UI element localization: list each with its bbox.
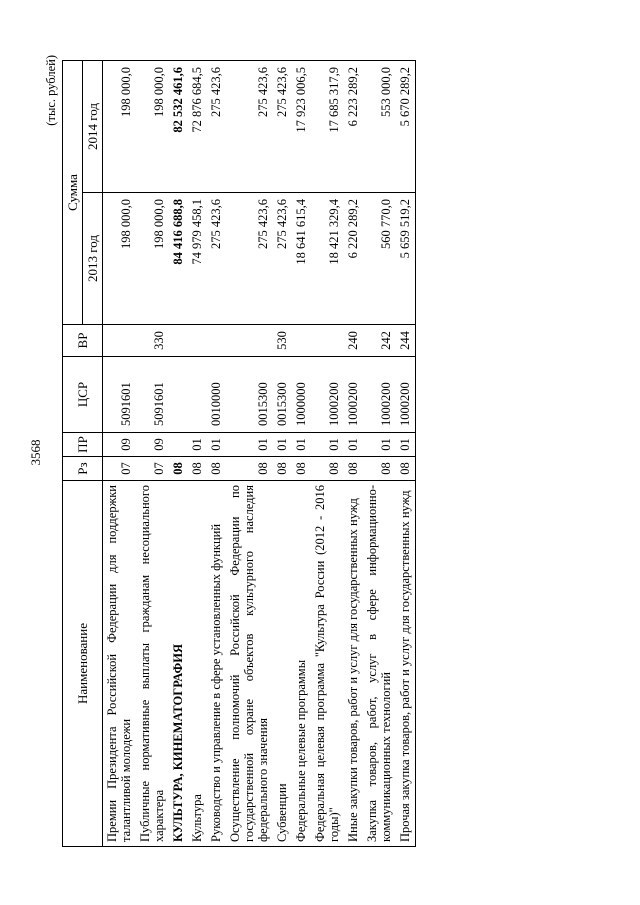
table-row bbox=[188, 61, 207, 847]
row-amount-2014: 6 223 289,2 bbox=[344, 61, 363, 193]
row-rz: 07 bbox=[136, 457, 169, 481]
row-amount-2014: 275 423,6 bbox=[226, 61, 273, 193]
budget-table bbox=[62, 60, 416, 847]
row-pr: 01 bbox=[363, 433, 396, 457]
row-name: Культура bbox=[188, 481, 207, 847]
table-row bbox=[363, 61, 396, 847]
row-amount-2013: 198 000,0 bbox=[136, 193, 169, 325]
row-name: Осуществление полномочий Российской Федерации по государственной охране объектов культурного наследия федерального значения bbox=[226, 481, 273, 847]
row-amount-2014: 5 670 289,2 bbox=[396, 61, 416, 193]
row-amount-2014: 82 532 461,6 bbox=[169, 61, 188, 193]
table-row bbox=[103, 61, 137, 847]
row-csr: 0015300 bbox=[226, 357, 273, 433]
row-amount-2013: 275 423,6 bbox=[226, 193, 273, 325]
header-rz: Рз bbox=[63, 457, 103, 481]
table-row bbox=[344, 61, 363, 847]
row-vr bbox=[311, 325, 344, 357]
row-amount-2013: 6 220 289,2 bbox=[344, 193, 363, 325]
row-rz: 08 bbox=[363, 457, 396, 481]
row-amount-2013: 5 659 519,2 bbox=[396, 193, 416, 325]
row-amount-2013: 74 979 458,1 bbox=[188, 193, 207, 325]
units-label: (тыс. рублей) bbox=[44, 55, 58, 126]
table-row bbox=[226, 61, 273, 847]
row-pr: 01 bbox=[207, 433, 226, 457]
row-pr: 01 bbox=[226, 433, 273, 457]
row-amount-2013: 275 423,6 bbox=[273, 193, 292, 325]
row-csr: 5091601 bbox=[103, 357, 137, 433]
row-pr: 09 bbox=[136, 433, 169, 457]
row-vr bbox=[207, 325, 226, 357]
row-name: Премии Президента Российской Федерации для поддержки талантливой молодежи bbox=[103, 481, 137, 847]
row-csr bbox=[188, 357, 207, 433]
row-csr: 0015300 bbox=[273, 357, 292, 433]
page-number: 3568 bbox=[28, 439, 43, 466]
row-rz: 08 bbox=[396, 457, 416, 481]
row-pr: 01 bbox=[273, 433, 292, 457]
row-pr: 01 bbox=[311, 433, 344, 457]
row-name: Публичные нормативные выплаты гражданам несоциального характера bbox=[136, 481, 169, 847]
row-rz: 08 bbox=[273, 457, 292, 481]
row-amount-2014: 275 423,6 bbox=[207, 61, 226, 193]
row-amount-2014: 198 000,0 bbox=[103, 61, 137, 193]
header-csr: ЦСР bbox=[63, 357, 103, 433]
row-vr bbox=[188, 325, 207, 357]
row-amount-2014: 72 876 684,5 bbox=[188, 61, 207, 193]
row-pr bbox=[169, 433, 188, 457]
row-csr: 1000200 bbox=[363, 357, 396, 433]
table-row bbox=[169, 61, 188, 847]
row-csr: 1000000 bbox=[292, 357, 311, 433]
row-csr: 1000200 bbox=[311, 357, 344, 433]
row-amount-2013: 560 770,0 bbox=[363, 193, 396, 325]
row-name: Руководство и управление в сфере установленных функций bbox=[207, 481, 226, 847]
row-pr: 01 bbox=[396, 433, 416, 457]
row-vr bbox=[103, 325, 137, 357]
row-vr: 330 bbox=[136, 325, 169, 357]
row-name: КУЛЬТУРА, КИНЕМАТОГРАФИЯ bbox=[169, 481, 188, 847]
row-vr: 530 bbox=[273, 325, 292, 357]
table-row bbox=[311, 61, 344, 847]
row-csr: 1000200 bbox=[344, 357, 363, 433]
row-rz: 08 bbox=[169, 457, 188, 481]
header-sum: Сумма bbox=[63, 61, 83, 325]
row-amount-2014: 198 000,0 bbox=[136, 61, 169, 193]
row-vr: 244 bbox=[396, 325, 416, 357]
row-rz: 08 bbox=[226, 457, 273, 481]
row-amount-2014: 553 000,0 bbox=[363, 61, 396, 193]
row-name: Субвенции bbox=[273, 481, 292, 847]
row-name: Иные закупки товаров, работ и услуг для государственных нужд bbox=[344, 481, 363, 847]
table-row bbox=[292, 61, 311, 847]
row-amount-2013: 18 421 329,4 bbox=[311, 193, 344, 325]
row-vr bbox=[226, 325, 273, 357]
row-csr: 1000200 bbox=[396, 357, 416, 433]
row-vr: 242 bbox=[363, 325, 396, 357]
row-amount-2013: 84 416 688,8 bbox=[169, 193, 188, 325]
row-amount-2013: 198 000,0 bbox=[103, 193, 137, 325]
header-name: Наименование bbox=[63, 481, 103, 847]
row-vr bbox=[169, 325, 188, 357]
row-amount-2013: 275 423,6 bbox=[207, 193, 226, 325]
row-pr: 09 bbox=[103, 433, 137, 457]
row-vr: 240 bbox=[344, 325, 363, 357]
header-year-2014: 2014 год bbox=[83, 61, 103, 193]
row-amount-2014: 17 685 317,9 bbox=[311, 61, 344, 193]
row-amount-2014: 17 923 006,5 bbox=[292, 61, 311, 193]
row-rz: 08 bbox=[292, 457, 311, 481]
table-row bbox=[136, 61, 169, 847]
table-row bbox=[207, 61, 226, 847]
row-amount-2013: 18 641 615,4 bbox=[292, 193, 311, 325]
row-rz: 07 bbox=[103, 457, 137, 481]
header-year-2013: 2013 год bbox=[83, 193, 103, 325]
row-csr bbox=[169, 357, 188, 433]
row-rz: 08 bbox=[188, 457, 207, 481]
row-rz: 08 bbox=[311, 457, 344, 481]
header-vr: ВР bbox=[63, 325, 103, 357]
row-rz: 08 bbox=[207, 457, 226, 481]
row-name: Федеральная целевая программа "Культура России (2012 - 2016 годы)" bbox=[311, 481, 344, 847]
row-amount-2014: 275 423,6 bbox=[273, 61, 292, 193]
row-csr: 0010000 bbox=[207, 357, 226, 433]
header-pr: ПР bbox=[63, 433, 103, 457]
row-csr: 5091601 bbox=[136, 357, 169, 433]
row-pr: 01 bbox=[292, 433, 311, 457]
row-name: Федеральные целевые программы bbox=[292, 481, 311, 847]
row-pr: 01 bbox=[188, 433, 207, 457]
row-name: Закупка товаров, работ, услуг в сфере информационно-коммуникационных технологий bbox=[363, 481, 396, 847]
table-row bbox=[273, 61, 292, 847]
row-name: Прочая закупка товаров, работ и услуг для государственных нужд bbox=[396, 481, 416, 847]
row-pr: 01 bbox=[344, 433, 363, 457]
row-rz: 08 bbox=[344, 457, 363, 481]
table-row bbox=[396, 61, 416, 847]
row-vr bbox=[292, 325, 311, 357]
